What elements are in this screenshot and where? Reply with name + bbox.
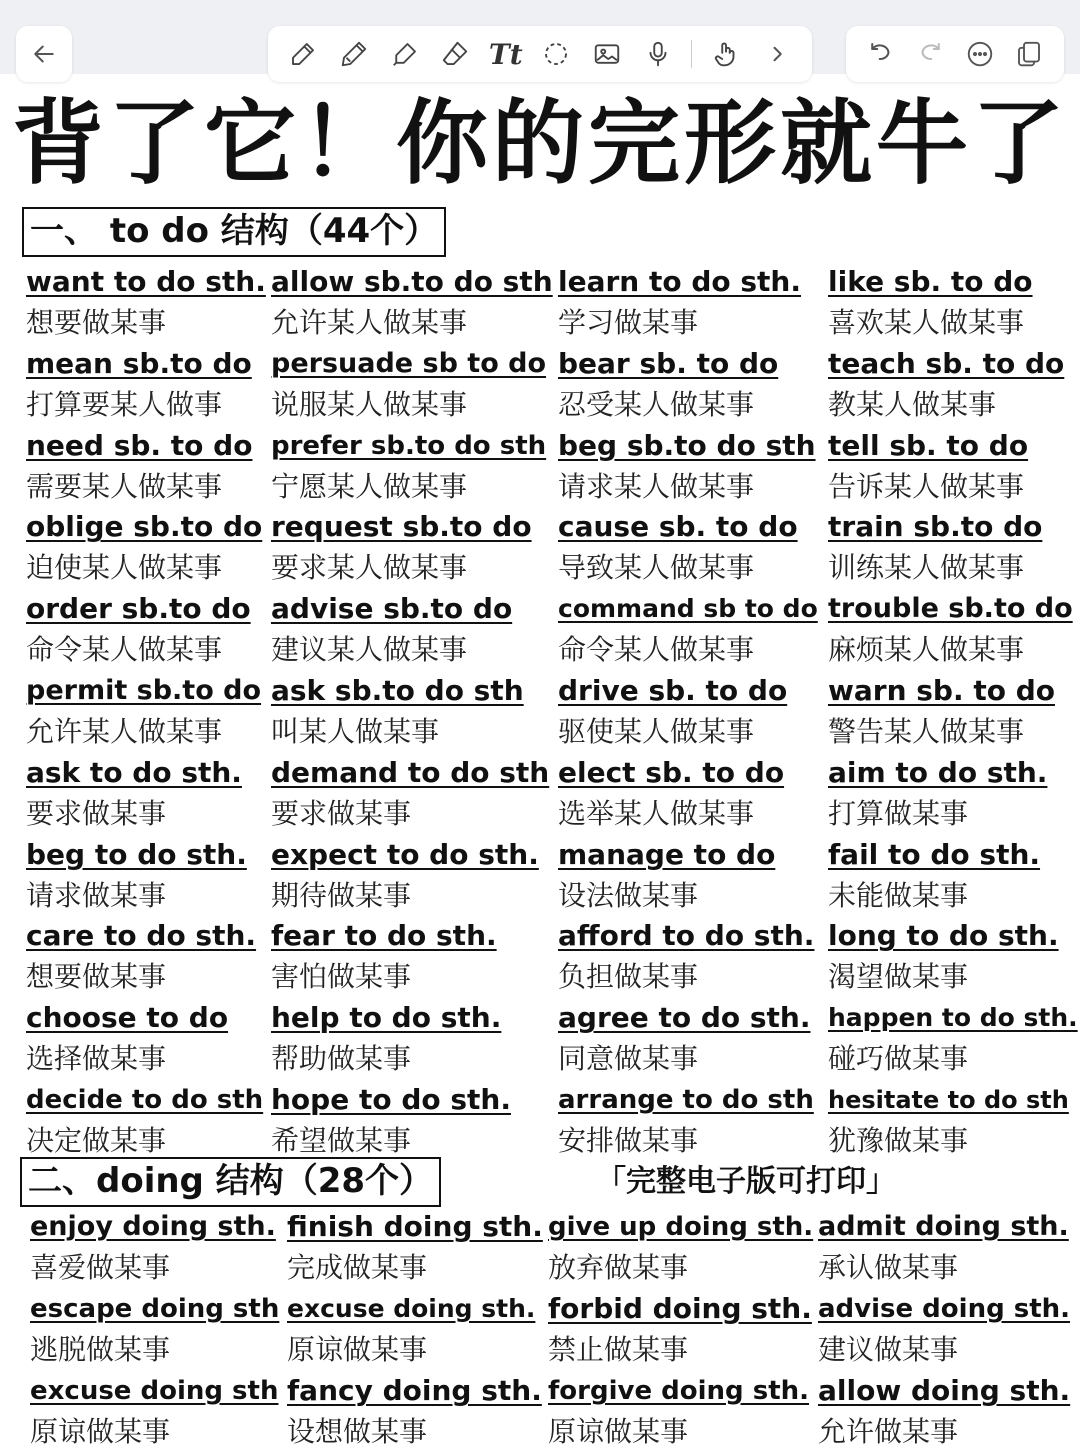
phrase-meaning: 警告某人做某事 (828, 715, 1025, 748)
phrase-entry (26, 755, 242, 832)
phrase-entry (828, 837, 1040, 914)
phrase-meaning: 要求做某事 (26, 796, 167, 830)
phrase-meaning: 逃脱做某事 (30, 1333, 171, 1366)
phrase-meaning: 害怕做某事 (271, 960, 412, 994)
eraser-icon[interactable] (438, 37, 472, 71)
phrase-entry (548, 1291, 812, 1368)
phrase-meaning: 原谅做某事 (287, 1333, 428, 1366)
phrase-english: choose to do (26, 1001, 229, 1035)
toolbar-divider (691, 40, 692, 68)
phrase-english: warn sb. to do (828, 674, 1055, 707)
phrase-meaning: 承认做某事 (818, 1251, 959, 1284)
redo-icon[interactable] (913, 37, 947, 71)
phrase-entry (558, 1000, 811, 1077)
phrase-meaning: 打算做某事 (828, 796, 969, 830)
phrase-entry (271, 509, 532, 586)
phrase-english: excuse doing sth (30, 1376, 279, 1406)
phrase-meaning: 告诉某人做某事 (828, 469, 1025, 503)
phrase-english: forgive doing sth. (548, 1376, 810, 1406)
phrase-meaning: 叫某人做某事 (271, 715, 440, 748)
page-title: 背了它！你的完形就牛了 (11, 90, 1068, 197)
phrase-entry (558, 837, 775, 914)
undo-icon[interactable] (864, 37, 898, 71)
phrase-entry (828, 591, 1073, 668)
print-note: 「完整电子版可打印」 (596, 1164, 896, 1199)
section-header-doing: 二、doing 结构（28个） (20, 1157, 441, 1207)
phrase-meaning: 要求做某事 (271, 796, 412, 830)
phrase-english: learn to do sth. (558, 265, 801, 298)
phrase-english: want to do sth. (26, 265, 266, 298)
phrase-entry (30, 1291, 279, 1368)
chevron-right-icon[interactable] (760, 37, 794, 71)
phrase-english: forbid doing sth. (548, 1292, 812, 1325)
arrow-left-icon (27, 37, 61, 71)
phrase-english: need sb. to do (26, 428, 253, 462)
phrase-meaning: 放弃做某事 (548, 1251, 689, 1284)
phrase-english: cause sb. to do (558, 510, 798, 544)
phrase-entry (828, 1082, 1069, 1159)
phrase-entry (271, 428, 546, 505)
phrase-meaning: 原谅做某事 (30, 1415, 171, 1448)
phrase-entry (558, 918, 814, 995)
phrase-meaning: 碰巧做某事 (828, 1042, 969, 1076)
phrase-meaning: 期待做某事 (271, 878, 412, 912)
phrase-meaning: 驱使某人做某事 (558, 715, 755, 748)
phrase-english: advise doing sth. (818, 1294, 1071, 1324)
phrase-meaning: 未能做某事 (828, 878, 969, 912)
phrase-meaning: 选举某人做某事 (558, 796, 755, 830)
phrase-meaning: 建议某人做某事 (271, 633, 468, 667)
phrase-entry (828, 1000, 1078, 1077)
phrase-entry (828, 509, 1042, 586)
phrase-english: fancy doing sth. (287, 1374, 542, 1407)
phrase-english: care to do sth. (26, 919, 257, 953)
phrase-entry (26, 837, 247, 914)
phrase-meaning: 完成做某事 (287, 1251, 428, 1284)
phrase-entry (30, 1373, 278, 1450)
phrase-english: admit doing sth. (818, 1211, 1069, 1242)
phrase-english: expect to do sth. (271, 837, 539, 871)
phrase-meaning: 宁愿某人做某事 (271, 469, 468, 503)
phrase-english: fear to do sth. (271, 919, 497, 953)
phrase-meaning: 教某人做某事 (828, 387, 997, 421)
phrase-english: arrange to do sth (558, 1085, 814, 1115)
phrase-meaning: 设法做某事 (558, 878, 699, 912)
phrase-meaning: 喜欢某人做某事 (828, 306, 1025, 339)
phrase-meaning: 请求某人做某事 (558, 469, 755, 503)
phrase-english: help to do sth. (271, 1001, 502, 1035)
phrase-meaning: 命令某人做某事 (26, 633, 223, 667)
pages-icon[interactable] (1012, 37, 1046, 71)
phrase-entry (271, 264, 553, 341)
phrase-entry (828, 918, 1059, 995)
tool-palette (268, 26, 812, 82)
phrase-meaning: 忍受某人做某事 (558, 387, 755, 421)
phrase-meaning: 允许某人做某事 (26, 715, 223, 748)
phrase-meaning: 选择做某事 (26, 1042, 167, 1076)
phrase-english: manage to do (558, 837, 776, 871)
phrase-entry (271, 346, 546, 423)
phrase-english: decide to do sth (26, 1085, 264, 1115)
phrase-meaning: 导致某人做某事 (558, 551, 755, 585)
phrase-meaning: 禁止做某事 (548, 1333, 689, 1366)
phrase-english: prefer sb.to do sth (271, 430, 547, 461)
phrase-meaning: 想要做某事 (26, 306, 167, 339)
phrase-entry (271, 1000, 501, 1077)
phrase-entry (26, 673, 261, 750)
phrase-meaning: 同意做某事 (558, 1042, 699, 1076)
phrase-meaning: 打算要某人做事 (26, 387, 223, 421)
phrase-entry (26, 264, 266, 341)
microphone-icon[interactable] (641, 37, 675, 71)
phrase-entry (26, 1082, 263, 1159)
phrase-meaning: 原谅做某事 (548, 1415, 689, 1448)
phrase-english: hesitate to do sth (828, 1086, 1069, 1114)
phrase-meaning: 需要某人做某事 (26, 469, 223, 503)
phrase-entry (558, 264, 801, 341)
text-tool-icon[interactable]: Tt (488, 37, 523, 71)
phrase-entry (828, 673, 1055, 750)
phrase-english: beg to do sth. (26, 837, 247, 871)
phrase-english: drive sb. to do (558, 674, 788, 707)
phrase-entry (271, 1082, 511, 1159)
phrase-english: hope to do sth. (271, 1083, 511, 1116)
phrase-entry (818, 1291, 1070, 1368)
phrase-english: aim to do sth. (828, 755, 1048, 789)
phrase-english: oblige sb.to do (26, 510, 263, 544)
phrase-meaning: 允许做某事 (818, 1415, 959, 1448)
phrase-entry (26, 509, 262, 586)
phrase-english: like sb. to do (828, 265, 1033, 298)
phrase-english: mean sb.to do (26, 346, 252, 380)
phrase-entry (558, 346, 778, 423)
phrase-english: excuse doing sth. (287, 1294, 536, 1323)
phrase-meaning: 麻烦某人做某事 (828, 633, 1025, 667)
phrase-meaning: 建议做某事 (818, 1333, 959, 1366)
phrase-english: escape doing sth (30, 1294, 280, 1324)
phrase-english: finish doing sth. (287, 1210, 543, 1243)
phrase-english: train sb.to do (828, 510, 1043, 544)
phrase-meaning: 学习做某事 (558, 306, 699, 339)
phrase-entry (828, 346, 1064, 423)
phrase-entry (828, 755, 1047, 832)
back-button[interactable] (16, 26, 72, 82)
phrase-entry (828, 264, 1033, 341)
phrase-meaning: 请求做某事 (26, 878, 167, 912)
phrase-meaning: 决定做某事 (26, 1124, 167, 1157)
phrase-entry (271, 673, 524, 750)
phrase-english: allow doing sth. (818, 1374, 1071, 1407)
phrase-english: happen to do sth. (828, 1003, 1078, 1033)
phrase-entry (558, 755, 784, 832)
phrase-english: trouble sb.to do (828, 593, 1073, 625)
phrase-english: ask to do sth. (26, 755, 242, 789)
phrase-entry (26, 428, 252, 505)
phrase-english: permit sb.to do (26, 675, 262, 706)
phrase-english: afford to do sth. (558, 919, 815, 953)
phrase-meaning: 说服某人做某事 (271, 387, 468, 421)
phrase-meaning: 安排做某事 (558, 1124, 699, 1157)
highlighter-icon[interactable] (388, 37, 422, 71)
phrase-entry (818, 1209, 1069, 1286)
phrase-meaning: 训练某人做某事 (828, 551, 1025, 585)
phrase-english: long to do sth. (828, 919, 1059, 953)
more-icon[interactable] (963, 37, 997, 71)
phrase-english: agree to do sth. (558, 1001, 811, 1035)
phrase-entry (26, 346, 252, 423)
phrase-english: teach sb. to do (828, 346, 1065, 380)
phrase-english: fail to do sth. (828, 837, 1041, 871)
phrase-meaning: 喜爱做某事 (30, 1251, 171, 1284)
image-icon[interactable] (590, 37, 624, 71)
phrase-english: bear sb. to do (558, 346, 779, 380)
phrase-meaning: 想要做某事 (26, 960, 167, 994)
phrase-english: allow sb.to do sth (271, 265, 553, 298)
phrase-english: demand to do sth (271, 755, 550, 789)
phrase-meaning: 命令某人做某事 (558, 633, 755, 667)
phrase-entry (26, 591, 251, 668)
phrase-entry (26, 1000, 228, 1077)
phrase-english: give up doing sth. (548, 1212, 814, 1242)
section-header-to-do: 一、 to do 结构（44个） (22, 207, 446, 257)
phrase-english: tell sb. to do (828, 428, 1029, 462)
phrase-entry (828, 428, 1028, 505)
phrase-meaning: 犹豫做某事 (828, 1124, 969, 1157)
pen-icon[interactable] (286, 37, 320, 71)
phrase-entry (558, 509, 798, 586)
phrase-english: request sb.to do (271, 510, 532, 544)
phrase-entry (271, 755, 549, 832)
phrase-entry (558, 673, 787, 750)
phrase-meaning: 迫使某人做某事 (26, 551, 223, 585)
phrase-entry (818, 1373, 1070, 1450)
phrase-entry (548, 1373, 809, 1450)
phrase-entry (271, 918, 497, 995)
phrase-english: advise sb.to do (271, 592, 513, 626)
phrase-english: ask sb.to do sth (271, 674, 524, 707)
hand-touch-icon[interactable] (709, 37, 743, 71)
phrase-meaning: 要求某人做某事 (271, 551, 468, 585)
phrase-meaning: 允许某人做某事 (271, 306, 468, 339)
phrase-english: persuade sb to do (271, 347, 547, 379)
phrase-meaning: 希望做某事 (271, 1124, 412, 1157)
history-controls (846, 26, 1064, 82)
phrase-entry (30, 1209, 276, 1286)
phrase-english: order sb.to do (26, 592, 251, 626)
lasso-icon[interactable] (539, 37, 573, 71)
phrase-entry (287, 1209, 543, 1286)
phrase-entry (271, 837, 539, 914)
pencil-icon[interactable] (337, 37, 371, 71)
phrase-entry (558, 1082, 814, 1159)
phrase-meaning: 负担做某事 (558, 960, 699, 994)
phrase-meaning: 渴望做某事 (828, 960, 969, 994)
phrase-english: elect sb. to do (558, 755, 785, 789)
phrase-entry (287, 1291, 535, 1368)
phrase-entry (271, 591, 512, 668)
phrase-english: enjoy doing sth. (30, 1211, 276, 1242)
phrase-meaning: 设想做某事 (287, 1415, 428, 1448)
phrase-entry (26, 918, 256, 995)
phrase-entry (287, 1373, 542, 1450)
phrase-entry (548, 1209, 813, 1286)
phrase-english: beg sb.to do sth (558, 428, 816, 462)
phrase-entry (558, 428, 816, 505)
phrase-entry (558, 591, 818, 668)
phrase-meaning: 帮助做某事 (271, 1042, 412, 1076)
phrase-english: command sb to do (558, 594, 818, 624)
